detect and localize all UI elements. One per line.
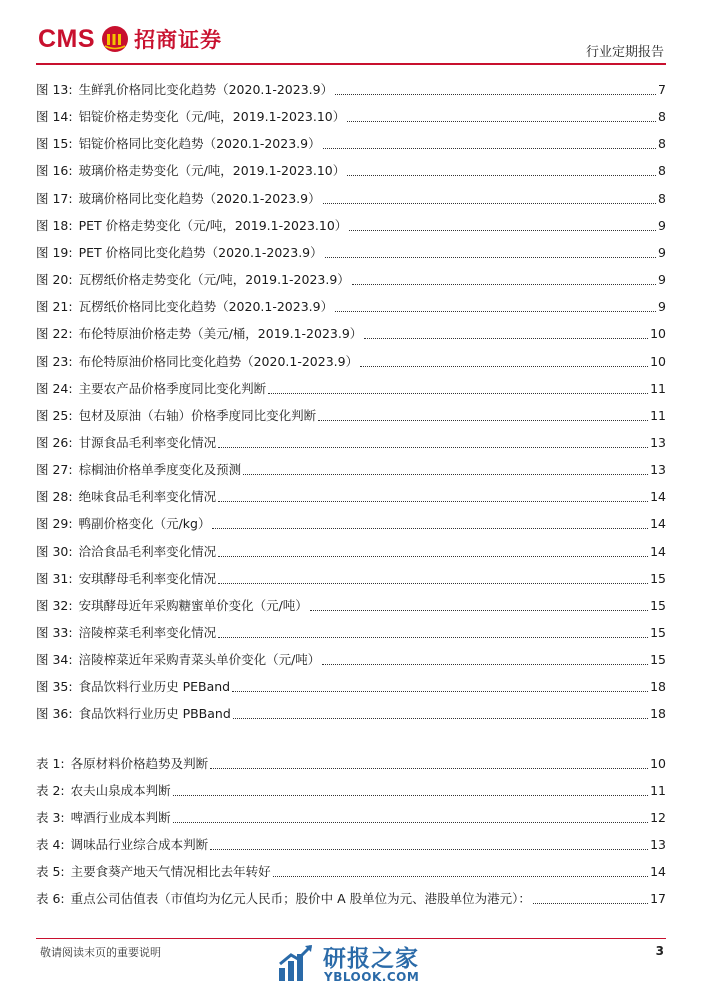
page-number: 3 <box>655 944 664 958</box>
figure-toc-entry[interactable] <box>36 239 666 261</box>
figure-entry-page: 8 <box>658 163 666 179</box>
figure-entry-title: 甘源食品毛利率变化情况 <box>78 434 217 450</box>
header-divider <box>36 63 666 65</box>
dot-leader <box>335 311 656 312</box>
dot-leader <box>364 338 648 339</box>
figure-toc-entry[interactable] <box>36 429 666 451</box>
logo-latin: CMS <box>38 24 96 53</box>
table-toc-entry[interactable] <box>36 831 666 853</box>
figure-toc-entry[interactable] <box>36 320 666 342</box>
figure-toc-entry[interactable] <box>36 266 666 288</box>
dot-leader <box>323 148 656 149</box>
dot-leader <box>323 203 656 204</box>
table-entry-number: 表 5: <box>36 864 65 879</box>
figure-entry-title: 瓦楞纸价格走势变化（元/吨，2019.1-2023.9） <box>78 272 350 288</box>
figure-entry-number: 图 14: <box>36 109 73 125</box>
figure-entry-number: 图 28: <box>36 489 73 505</box>
table-entry-title: 主要食葵产地天气情况相比去年转好 <box>70 864 271 879</box>
bar-chart-icon <box>276 942 318 984</box>
figure-entry-title: 安琪酵母近年采购糖蜜单价变化（元/吨） <box>78 597 308 613</box>
table-entry-number: 表 3: <box>36 810 65 825</box>
figure-entry-number: 图 25: <box>36 407 73 423</box>
table-entry-number: 表 6: <box>36 891 65 906</box>
figure-entry-page: 10 <box>650 353 666 369</box>
figure-entry-number: 图 27: <box>36 462 73 478</box>
figure-entry-page: 14 <box>650 543 666 559</box>
figure-entry-page: 11 <box>650 380 666 396</box>
table-entry-title: 农夫山泉成本判断 <box>70 783 171 798</box>
dot-leader <box>218 637 648 638</box>
figure-entry-title: 铝锭价格走势变化（元/吨，2019.1-2023.10） <box>78 109 346 125</box>
table-entry-page: 11 <box>650 783 666 798</box>
table-entry-title: 各原材料价格趋势及判断 <box>70 756 209 771</box>
cms-logo <box>38 22 222 56</box>
figure-entry-number: 图 35: <box>36 679 73 695</box>
figure-entry-title: 洽洽食品毛利率变化情况 <box>78 543 217 559</box>
figure-toc-entry[interactable] <box>36 592 666 614</box>
figure-toc-entry[interactable] <box>36 565 666 587</box>
table-entry-number: 表 2: <box>36 783 65 798</box>
dot-leader <box>173 795 648 796</box>
dot-leader <box>218 556 648 557</box>
table-entry-title: 重点公司估值表（市值均为亿元人民币；股价中 A 股单位为元、港股单位为港元）： <box>70 891 531 906</box>
dot-leader <box>322 664 648 665</box>
figure-entry-page: 8 <box>658 136 666 152</box>
figure-toc-entry[interactable] <box>36 103 666 125</box>
table-entry-page: 12 <box>650 810 666 825</box>
figure-entry-number: 图 26: <box>36 434 73 450</box>
dot-leader <box>210 849 648 850</box>
figure-toc-entry[interactable] <box>36 538 666 560</box>
dot-leader <box>218 501 648 502</box>
dot-leader <box>533 903 648 904</box>
figure-toc-entry[interactable] <box>36 375 666 397</box>
figure-toc-entry[interactable] <box>36 157 666 179</box>
figure-entry-number: 图 15: <box>36 136 73 152</box>
figure-entry-number: 图 24: <box>36 380 73 396</box>
figure-entry-title: PET 价格走势变化（元/吨，2019.1-2023.10） <box>78 217 348 233</box>
figure-entry-page: 15 <box>650 597 666 613</box>
figure-entry-number: 图 22: <box>36 326 73 342</box>
figure-entry-page: 9 <box>658 299 666 315</box>
figure-toc-entry[interactable] <box>36 212 666 234</box>
figure-entry-page: 14 <box>650 516 666 532</box>
figure-entry-number: 图 16: <box>36 163 73 179</box>
footer-disclaimer: 敬请阅读末页的重要说明 <box>40 946 161 959</box>
figure-entry-number: 图 33: <box>36 625 73 640</box>
table-entry-title: 啤酒行业成本判断 <box>70 810 171 825</box>
watermark-url: YBLOOK.COM <box>324 970 420 984</box>
figure-entry-page: 13 <box>650 462 666 478</box>
table-entry-page: 13 <box>650 837 666 852</box>
dot-leader <box>325 257 656 258</box>
dot-leader <box>318 420 648 421</box>
figure-entry-page: 7 <box>658 82 666 97</box>
figure-entry-page: 18 <box>650 679 666 695</box>
table-entry-page: 17 <box>650 891 666 906</box>
figure-entry-title: 食品饮料行业历史 PEBand <box>78 679 231 695</box>
table-entry-title: 调味品行业综合成本判断 <box>70 837 209 852</box>
figure-toc-entry[interactable] <box>36 185 666 207</box>
figure-entry-title: 绝味食品毛利率变化情况 <box>78 489 217 505</box>
figure-toc-entry[interactable] <box>36 348 666 370</box>
figure-entry-number: 图 20: <box>36 272 73 288</box>
logo-chinese-name: 招商证券 <box>134 27 223 52</box>
figure-entry-title: PET 价格同比变化趋势（2020.1-2023.9） <box>78 244 323 260</box>
figure-entry-title: 铝锭价格同比变化趋势（2020.1-2023.9） <box>78 136 321 152</box>
figure-entry-title: 布伦特原油价格同比变化趋势（2020.1-2023.9） <box>78 353 359 369</box>
figure-entry-title: 棕榈油价格单季度变化及预测 <box>78 462 242 478</box>
figure-entry-page: 8 <box>658 109 666 125</box>
figure-toc-entry[interactable] <box>36 456 666 478</box>
figure-entry-number: 图 18: <box>36 217 73 233</box>
figure-entry-title: 涪陵榨菜毛利率变化情况 <box>78 625 217 640</box>
figure-entry-page: 9 <box>658 217 666 233</box>
figure-toc-entry[interactable] <box>36 646 666 668</box>
figure-entry-title: 生鲜乳价格同比变化趋势（2020.1-2023.9） <box>78 82 334 97</box>
figure-entry-title: 涪陵榨菜近年采购青菜头单价变化（元/吨） <box>78 652 321 668</box>
dot-leader <box>243 474 648 475</box>
figure-entry-number: 图 17: <box>36 190 73 206</box>
table-toc-entry[interactable] <box>36 885 666 907</box>
table-toc-entry[interactable] <box>36 804 666 826</box>
dot-leader <box>232 691 648 692</box>
table-entry-page: 14 <box>650 864 666 879</box>
figure-toc-entry[interactable] <box>36 76 666 98</box>
page-header <box>0 0 702 70</box>
figure-entry-number: 图 21: <box>36 299 73 315</box>
figure-entry-page: 18 <box>650 706 666 722</box>
report-type-label: 行业定期报告 <box>585 45 664 60</box>
figure-entry-page: 14 <box>650 489 666 505</box>
footer-divider <box>36 938 666 939</box>
figure-entry-page: 9 <box>658 244 666 260</box>
figure-entry-number: 图 30: <box>36 543 73 559</box>
dot-leader <box>335 94 656 95</box>
figure-toc-entry[interactable] <box>36 402 666 424</box>
table-entry-number: 表 4: <box>36 837 65 852</box>
watermark-title: 研报之家 <box>323 946 419 972</box>
dot-leader <box>360 366 648 367</box>
figure-entry-number: 图 36: <box>36 706 73 722</box>
figure-entry-title: 食品饮料行业历史 PBBand <box>78 706 231 722</box>
dot-leader <box>233 718 648 719</box>
figure-entry-title: 主要农产品价格季度同比变化判断 <box>78 380 267 396</box>
dot-leader <box>218 447 648 448</box>
figure-toc-entry[interactable] <box>36 510 666 532</box>
figure-toc-entry[interactable] <box>36 673 666 695</box>
figure-entry-page: 15 <box>650 652 666 668</box>
dot-leader <box>218 583 648 584</box>
logo-badge-icon <box>101 25 129 53</box>
dot-leader <box>212 528 648 529</box>
dot-leader <box>273 876 648 877</box>
dot-leader <box>349 230 656 231</box>
figure-toc-entry[interactable] <box>36 293 666 315</box>
dot-leader <box>352 284 656 285</box>
dot-leader <box>268 393 648 394</box>
figure-entry-number: 图 29: <box>36 516 73 532</box>
dot-leader <box>347 121 656 122</box>
figure-entry-number: 图 13: <box>36 82 73 97</box>
figure-entry-number: 图 23: <box>36 353 73 369</box>
figure-toc-entry[interactable] <box>36 130 666 152</box>
figure-entry-number: 图 31: <box>36 570 73 586</box>
figure-toc-entry[interactable] <box>36 619 666 641</box>
figure-entry-title: 布伦特原油价格走势（美元/桶，2019.1-2023.9） <box>78 326 363 342</box>
figure-entry-page: 10 <box>650 326 666 342</box>
table-toc-entry[interactable] <box>36 777 666 799</box>
table-toc-entry[interactable] <box>36 858 666 880</box>
figure-entry-title: 瓦楞纸价格同比变化趋势（2020.1-2023.9） <box>78 299 334 315</box>
figure-entry-page: 11 <box>650 407 666 423</box>
figure-toc-entry[interactable] <box>36 700 666 722</box>
watermark-logo <box>276 940 466 988</box>
figure-entry-page: 13 <box>650 434 666 450</box>
figure-entry-page: 15 <box>650 570 666 586</box>
dot-leader <box>310 610 648 611</box>
figure-entry-title: 安琪酵母毛利率变化情况 <box>78 570 217 586</box>
figure-entry-title: 玻璃价格走势变化（元/吨，2019.1-2023.10） <box>78 163 346 179</box>
table-toc-entry[interactable] <box>36 750 666 772</box>
figure-toc-entry[interactable] <box>36 483 666 505</box>
figure-entry-number: 图 32: <box>36 597 73 613</box>
table-entry-number: 表 1: <box>36 756 65 771</box>
figure-entry-page: 9 <box>658 272 666 288</box>
dot-leader <box>210 768 648 769</box>
figure-entry-title: 鸭副价格变化（元/kg） <box>78 516 211 532</box>
table-entry-page: 10 <box>650 756 666 771</box>
figure-entry-title: 玻璃价格同比变化趋势（2020.1-2023.9） <box>78 190 321 206</box>
figure-entry-number: 图 19: <box>36 244 73 260</box>
dot-leader <box>347 175 656 176</box>
figure-entry-page: 15 <box>650 625 666 640</box>
figure-entry-title: 包材及原油（右轴）价格季度同比变化判断 <box>78 407 317 423</box>
figure-entry-page: 8 <box>658 190 666 206</box>
dot-leader <box>173 822 648 823</box>
figure-entry-number: 图 34: <box>36 652 73 668</box>
